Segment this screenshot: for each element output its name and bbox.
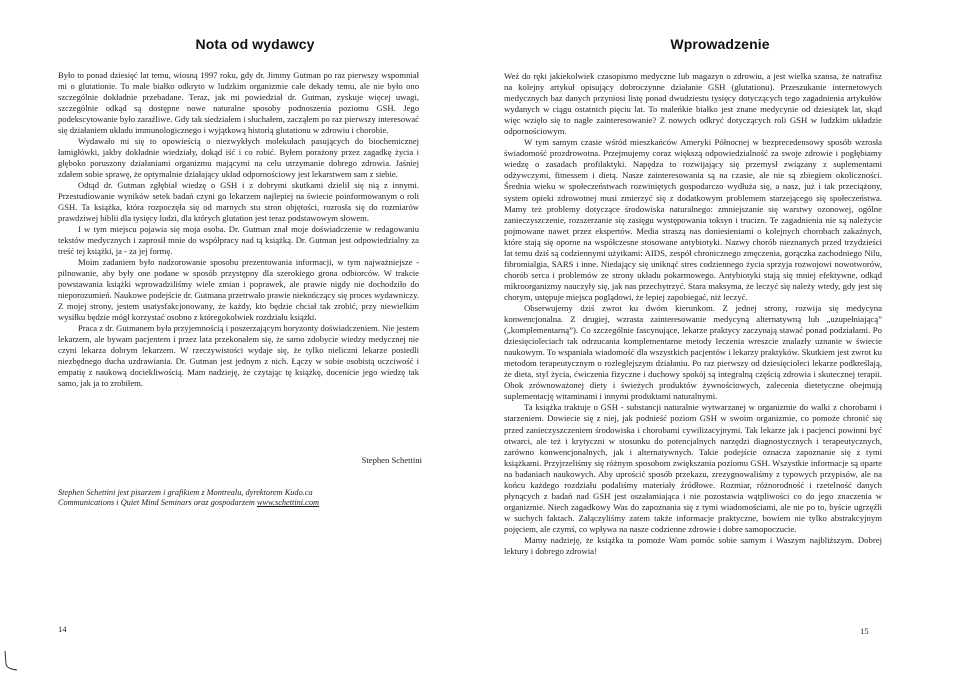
page-title: Nota od wydawcy bbox=[195, 36, 315, 52]
paragraph: Praca z dr. Gutmanem była przyjemnością i poszerzającym horyzonty doświadczeniem. Nie jestem lekarzem, ale bywam pacjentem i przez lata przekonałem się, że samo zdobycie wiedzy medycznej nie czyni lekarza dobrym lekarzem. W rzeczywistości wydaje się, że tylko nieliczni lekarze posiedli niezbędnego ducha uzdrawiania. Dr. Gutman jest jednym z nich. Łączy w sobie osobistą uczciwość i empatię z naukową dociekliwością. Mam nadzieję, że czytając tę książkę, docenicie jego wiedzę tak samo, jak ja to zrobiłem. bbox=[58, 323, 420, 388]
page-number: 14 bbox=[58, 624, 67, 634]
paragraph: I w tym miejscu pojawia się moja osoba. Dr. Gutman znał moje doświadczenie w redagowaniu tekstów medycznych i zaprosił mnie do współpracy nad tą książką. Dr. Gutman jest odpowiedzialny za treść tej książki, ja - za jej formę. bbox=[58, 224, 419, 256]
paragraph: Moim zadaniem było nadzorowanie sposobu prezentowania informacji, w tym najważniejsze - pilnowanie, aby były one podane w sposób przystępny dla szerokiego grona odbiorców. W trakcie powstawania książki wprowadziliśmy wiele zmian i poprawek, ale prawie nigdy nie dochodziło do nieporozumień. Naukowe podejście dr. Gutmana przetrwało prawie niekończący się proces wydawniczy. Z mojej strony, jestem usatysfakcjonowany, że każdy, kto będzie chciał tak zrobić, przy niewielkim wysiłku będzie mógł korzystać osobno z któregokolwiek rozdziału książki. bbox=[58, 257, 419, 322]
paragraph: Było to ponad dziesięć lat temu, wiosną 1997 roku, gdy dr. Jimmy Gutman po raz pierwszy wspomniał mi o glutationie. To małe białko odkryto w ludzkim organizmie całe dekady temu, ale nie było ono szczególnie dokładnie przebadane. Teraz, jak mi powiedział dr. Gutman, zyskuje więcej uwagi, szczególnie odkąd są dostępne nowe naturalne sposoby podnoszenia poziomu GSH. Jego podekscytowanie było zaraźliwe. Gdy tak siedziałem i słuchałem, zacząłem po raz pierwszy interesować się działaniem układu immunologicznego i wyjątkową historią glutationu w zdrowiu i chorobie. bbox=[58, 70, 419, 135]
paragraph: Mamy nadzieję, że książka ta pomoże Wam pomóc sobie samym i Waszym najbliższym. Dobrej lektury i dobrego zdrowia! bbox=[504, 534, 882, 557]
author-signature: Stephen Schettini bbox=[361, 455, 422, 465]
paragraph: Obserwujemy dziś zwrot ku dwóm kierunkom. Z jednej strony, rozwija się medycyna konwencjonalna. Z drugiej, wzrasta zainteresowanie medycyną alternatywną lub „uzupełniającą” („komplementarną”). Co szczególnie fascynujące, lekarze praktycy zaczynają stawać ponad podziałami. Po dziesięcioleciach tak odrzucania komplementarne metody leczenia wreszcie znalazły uznanie w świecie naukowym. To wspaniała wiadomość dla wszystkich pacjentów i lekarzy praktyków. Skutkiem jest zwrot ku metodom terapeutycznym o rozleglejszym działaniu. Po raz pierwszy od dziesięcioleci lekarze podkreślają, że dieta, styl życia, ćwiczenia fizyczne i duchowy spokój są integralną częścią zdrowia i skutecznej terapii. Obok zrównoważonej diety i świeżych produktów żywnościowych, zalecenia dietetyczne obejmują suplementację witaminami i innymi produktami naturalnymi. bbox=[504, 302, 882, 402]
footnote-text: Stephen Schettini jest pisarzem i grafikiem z Montrealu, dyrektorem Kudo.ca Communications i Quiet Mind Seminars oraz gospodarzem bbox=[58, 488, 313, 508]
paragraph: Weź do ręki jakiekolwiek czasopismo medyczne lub magazyn o zdrowiu, a jest wielka szansa, że natrafisz na kolejny artykuł opisujący dobroczynne działanie GSH (glutationu). Przeszukanie internetowych medycznych baz danych przyniosi listę ponad dwudziestu tysięcy dotyczących tego zagadnienia artykułów wydanych w ciągu ostatnich pięciu lat. To maleńkie białko jest znane medycynie od dziesiątek lat, skąd więc wzięło się to nagłe zainteresowanie? Z nowych odkryć dotyczących roli GSH w ludzkim układzie odpornościowym. bbox=[504, 71, 882, 137]
body-text bbox=[504, 71, 882, 557]
corner-mark bbox=[2, 650, 20, 672]
body-text bbox=[58, 70, 419, 389]
page-title: Wprowadzenie bbox=[670, 36, 770, 52]
paragraph: Wydawało mi się to opowieścią o niezwykłych molekułach pasujących do biochemicznej łamigłówki, jakby dokładnie wiedziały, dokąd iść i co robić. Byłem porażony przez zagadkę życia i głęboko poruszony działaniami organizmu mającymi na celu utrzymanie dobrego zdrowia. Jaśniej zdałem sobie sprawę, że optymalnie działający układ odpornościowy jest lekarstwem sam z siebie. bbox=[58, 136, 419, 179]
author-footnote bbox=[58, 488, 358, 509]
website-link[interactable]: www.schettini.com bbox=[256, 498, 319, 508]
paragraph: Odtąd dr. Gutman zgłębiał wiedzę o GSH i z dobrymi skutkami dzielił się nią z innymi. Przestudiowanie wyników setek badań czyni go lekarzem najlepiej na świecie poinformowanym o roli GSH. Ta książka, która rozpoczęła się od marnych stu stron objętości, rozrosła się do rozmiarów prawdziwej biblii dla tysięcy ludzi, dla których glutation jest teraz podstawowym słowem. bbox=[58, 180, 419, 223]
paragraph: Ta książka traktuje o GSH - substancji naturalnie wytwarzanej w organizmie do walki z chorobami i starzeniem. Dowiecie się z niej, jak podnieść poziom GSH w swoim organizmie, co pomoże chronić się przed zanieczyszczeniem środowiska i chorobami cywilizacyjnymi. Tak lekarze jak i pacjenci powinni być otwarci, ale też i krytyczni w stosunku do potencjalnych narzędzi diagnostycznych i terapeutycznych, zarówno konwencjonalnych, jak i alternatywnych. Takie podejście oznacza zapoznanie się z tymi książkami. Przyjrzeliśmy się różnym sposobom zwiększania poziomu GSH. Wszystkie informacje są oparte na badaniach naukowych. Aby uprościć sposób przekazu, zrezygnowaliśmy z typowych przypisów, ale na końcu każdego rozdziału podaliśmy materiały źródłowe. Rozmiar, różnorodność i rzetelność danych płynących z badań nad GSH jest oszałamiająca i nie pozostawia wątpliwości co do jego znaczenia w organizmie. Niech zagadkowy Was do zapoznania się z tymi wiadomościami, ale nie po to, byście ugrzęźli w suchych faktach. Załączyliśmy zatem także informacje praktyczne, bowiem nie tylko abstrakcyjnym pojęciem, ale czymś, co wpływa na nasze codzienne zdrowie i dobre samopoczucie. bbox=[504, 402, 882, 534]
right-page bbox=[480, 0, 960, 673]
paragraph: W tym samym czasie wśród mieszkańców Ameryki Północnej w bezprecedensowy sposób wzrosła świadomość prozdrowotna. Przejmujemy coraz większą odpowiedzialność za swoje zdrowie i pogłębiamy wiedzę o zasadach profilaktyki. Napędza to rozwijający się przemysł związany z suplementami odżywczymi, fitnessem i dietą. Nasze zainteresowania są na czasie, ale nie są zbiegiem okoliczności. Średnia wieku w społeczeństwach rozwiniętych gospodarczo wydłuża się, a nasz, już i tak przeciążony, system opieki zdrowotnej musi zmierzyć się z dodatkowym problemem starzejącego się społeczeństwa. Mamy też problemy dotyczące środowiska naturalnego: zmniejszanie się warstwy ozonowej, ogólne zanieczyszczenie, rozszerzanie się zasięgu występowania toksyn i trucizn. Te zagadnienia nie są należycie pojmowane nawet przez ekspertów. Media straszą nas doniesieniami o kolejnych chorobach zakaźnych, które stają się oporne na współczesne stosowane antybiotyki. Nazwy chorób nieznanych przed trzydzieści lat temu dziś są codziennymi użytkami: AIDS, zespół chronicznego zmęczenia, gorączka zachodniego Nilu, fibromialgia, SARS i inne. Niedający się uniknąć stres codziennego życia sprzyja rozwojowi nowotworów, chorób serca i problemów ze strony układu pokarmowego. Antybiotyki stają się mniej efektywne, odkąd mikroorganizmy nauczyły się, jak nas przechytrzyć. Stara maksyma, że leczyć się należy wtedy, gdy jest się chorym, ustępuje miejsca poglądowi, że lepiej zapobiegać, niż leczyć. bbox=[504, 137, 882, 302]
page-number: 15 bbox=[860, 626, 869, 636]
